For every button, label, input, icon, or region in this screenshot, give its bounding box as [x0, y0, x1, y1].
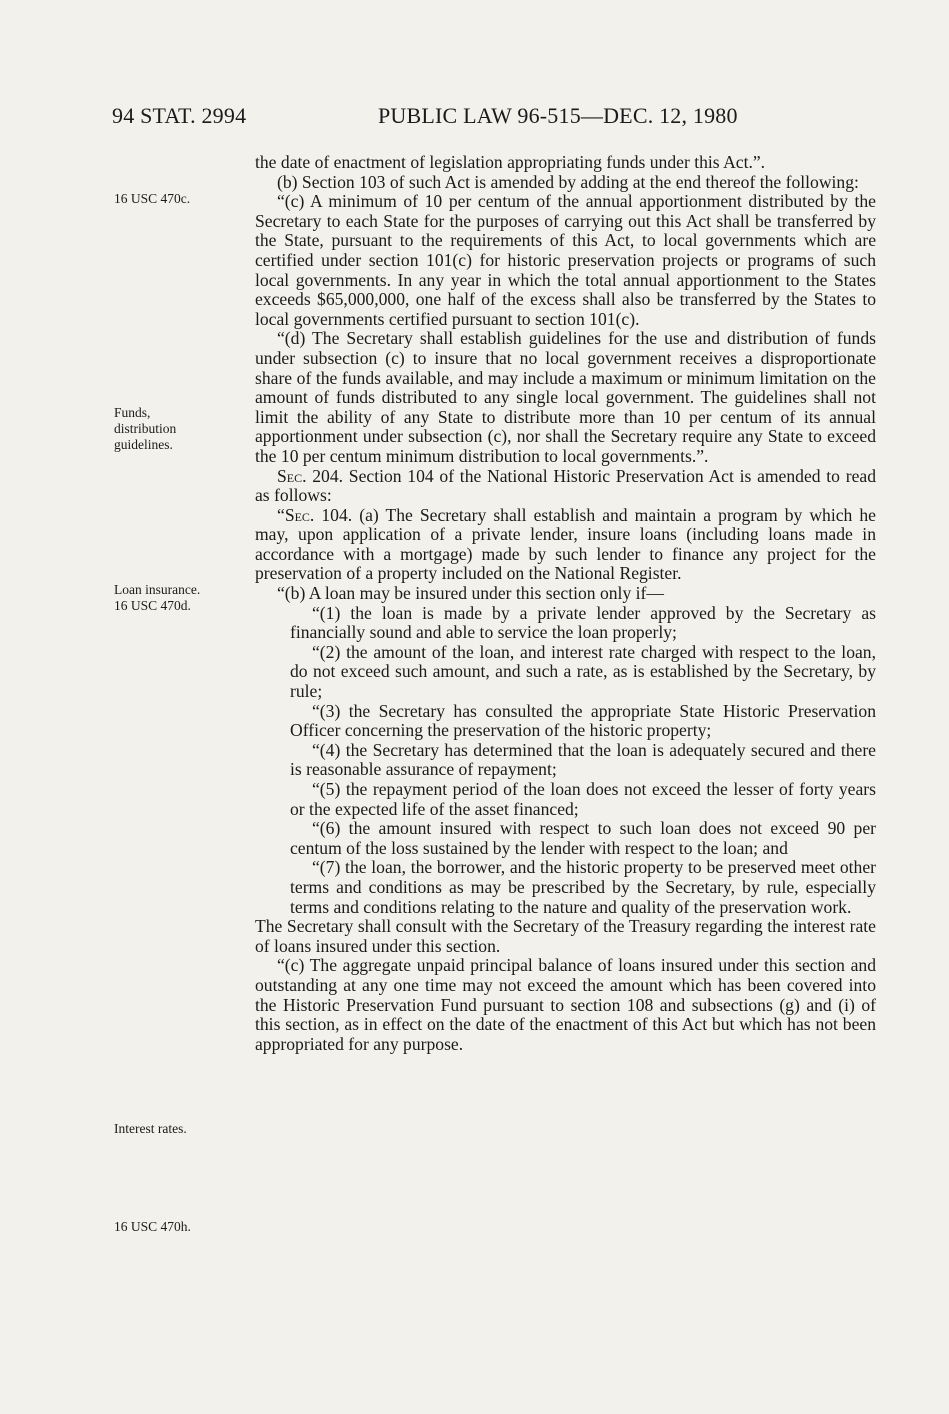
margin-note-funds-distribution [114, 405, 244, 453]
paragraph-text: 104. (a) The Secretary shall establish and maintain a program by which he may, upon application of a private lender, insure loans (including loans made in accordance with a mortgage) made by such lender to finance any project for the preservation of a property included on the National Register. [255, 504, 876, 584]
paragraph-subsection-d: “(d) The Secretary shall establish guidelines for the use and distribution of funds under subsection (c) to insure that no local government receives a disproportionate share of the funds available, and may include a maximum or minimum limitation on the amount of funds distributed to any single local government. The guidelines shall not limit the ability of any State to distribute more than 10 per centum of its annual apportionment under subsection (c), nor shall the Secretary require any State to exceed the 10 per centum minimum distribution to local governments.”. [255, 328, 876, 466]
list-item: “(4) the Secretary has determined that the loan is adequately secured and there is reasonable assurance of repayment; [290, 739, 876, 780]
paragraph-subsection-c-loans: “(c) The aggregate unpaid principal balance of loans insured under this section and outstanding at any one time may not exceed the amount which has been covered into the Historic Preservation Fund pursuant to section 108 and subsections (g) and (i) of this section, as in effect on the date of the enactment of this Act but which has not been appropriated for any purpose. [255, 955, 876, 1054]
paragraph-subsection-c: “(c) A minimum of 10 per centum of the annual apportionment distributed by the Secretary to each State for the purposes of carrying out this Act shall be transferred by the State, pursuant to the requirements of this Act, to local governments which are certified under section 101(c) for historic preservation projects or programs of such local governments. In any year in which the total annual apportionment to the States exceeds $65,000,000, one half of the excess shall also be transferred by the States to local governments certified pursuant to section 101(c). [255, 191, 876, 329]
page-header [112, 103, 872, 133]
paragraph-text: 204. Section 104 of the National Historic Preservation Act is amended to read as follows: [255, 465, 876, 506]
margin-note-loan-insurance [114, 582, 244, 614]
margin-note-line: 16 USC 470d. [114, 598, 191, 613]
margin-note-line: Funds, [114, 405, 151, 420]
margin-note-interest-rates: Interest rates. [114, 1121, 187, 1136]
body-text [255, 153, 876, 1054]
list-item: “(3) the Secretary has consulted the appropriate State Historic Preservation Officer concerning the preservation of the historic property; [290, 700, 876, 741]
section-label: Sec. [277, 465, 307, 486]
list-item: “(7) the loan, the borrower, and the historic property to be preserved meet other terms and conditions as may be prescribed by the Secretary, by rule, especially terms and conditions relating to the nature and quality of the preservation work. [290, 857, 876, 917]
paragraph-sec-204 [255, 467, 876, 506]
margin-note-line: Loan insurance. [114, 582, 201, 597]
paragraph: (b) Section 103 of such Act is amended by adding at the end thereof the following: [277, 171, 859, 192]
open-quote: “ [277, 504, 285, 525]
statute-page-number: 94 STAT. 2994 [112, 103, 247, 128]
paragraph-sec-104 [255, 506, 876, 584]
list-item: “(6) the amount insured with respect to such loan does not exceed 90 per centum of the loss sustained by the lender with respect to the loan; and [290, 818, 876, 858]
margin-note-line: guidelines. [114, 437, 173, 452]
list-item: “(2) the amount of the loan, and interest rate charged with respect to the loan, do not exceed such amount, and such a rate, as is established by the Secretary, by rule; [290, 641, 876, 702]
section-label: Sec. [284, 504, 315, 525]
margin-note-usc-470c: 16 USC 470c. [114, 191, 191, 206]
paragraph: the date of enactment of legislation appropriating funds under this Act.”. [255, 152, 766, 172]
margin-note-line: distribution [114, 421, 177, 436]
list-item: “(5) the repayment period of the loan does not exceed the lesser of forty years or the expected life of the asset financed; [290, 779, 876, 819]
paragraph-interest-rates: The Secretary shall consult with the Secretary of the Treasury regarding the interest rate of loans insured under this section. [255, 916, 876, 956]
list-item: “(1) the loan is made by a private lender approved by the Secretary as financially sound and able to service the loan properly; [290, 602, 876, 643]
margin-note-usc-470h: 16 USC 470h. [114, 1219, 191, 1234]
paragraph-subsection-b: “(b) A loan may be insured under this section only if— [277, 583, 664, 604]
public-law-title: PUBLIC LAW 96-515—DEC. 12, 1980 [378, 103, 738, 128]
